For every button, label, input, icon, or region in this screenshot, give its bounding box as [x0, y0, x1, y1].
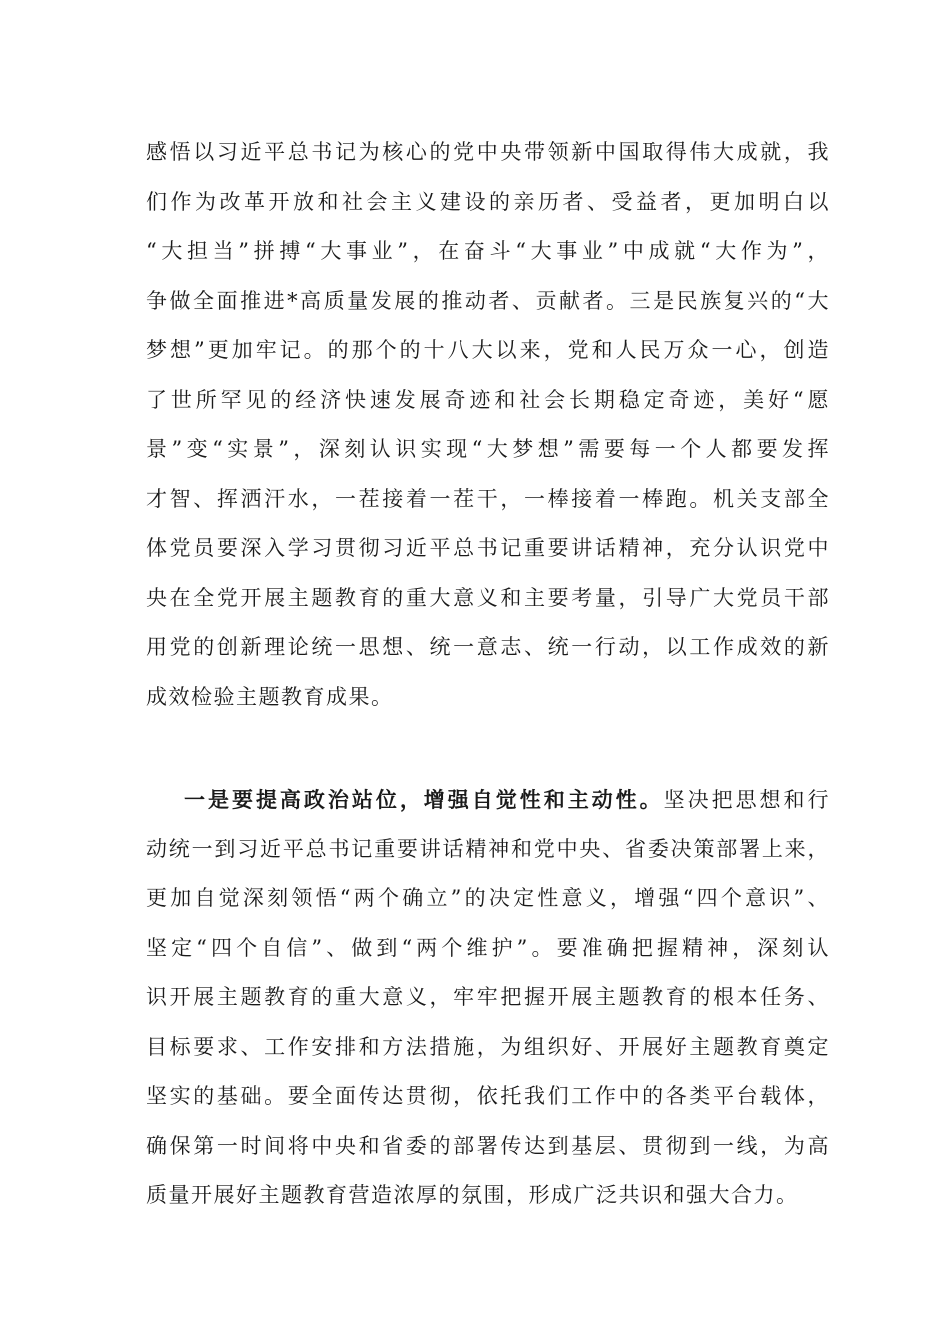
- text-line: 梦想”更加牢记。的那个的十八大以来，党和人民万众一心，创造: [146, 338, 830, 362]
- text-line: 用党的创新理论统一思想、统一意志、统一行动，以工作成效的新: [146, 635, 830, 659]
- text-line: 们作为改革开放和社会主义建设的亲历者、受益者，更加明白以: [146, 189, 830, 214]
- text-line: 确保第一时间将中央和省委的部署传达到基层、贯彻到一线，为高: [146, 1133, 830, 1158]
- text-line: 体党员要深入学习贯彻习近平总书记重要讲话精神，充分认识党中: [146, 536, 830, 560]
- heading-continuation: 坚决把思想和行: [663, 788, 831, 812]
- text-line: 质量开展好主题教育营造浓厚的氛围，形成广泛共识和强大合力。: [146, 1183, 799, 1207]
- section-heading: 一是要提高政治站位，增强自觉性和主动性。: [184, 787, 664, 812]
- text-line: “大担当”拼搏“大事业”，在奋斗“大事业”中成就“大作为”，: [146, 239, 830, 263]
- text-line: 更加自觉深刻领悟“两个确立”的决定性意义，增强“四个意识”、: [146, 886, 830, 910]
- text-line: 景”变“实景”，深刻认识实现“大梦想”需要每一个人都要发挥: [146, 437, 830, 461]
- text-line: 央在全党开展主题教育的重大意义和主要考量，引导广大党员干部: [146, 585, 830, 610]
- body-paragraph-1: [146, 128, 830, 722]
- text-line: 感悟以习近平总书记为核心的党中央带领新中国取得伟大成就，我: [146, 140, 830, 164]
- text-line: 成效检验主题教育成果。: [146, 684, 394, 709]
- text-line: 坚定“四个自信”、做到“两个维护”。要准确把握精神，深刻认: [146, 935, 830, 960]
- text-line: 动统一到习近平总书记重要讲话精神和党中央、省委决策部署上来，: [146, 836, 830, 861]
- text-line: 坚实的基础。要全面传达贯彻，依托我们工作中的各类平台载体，: [146, 1084, 830, 1108]
- body-paragraph-2: [146, 775, 830, 1221]
- text-line: 识开展主题教育的重大意义，牢牢把握开展主题教育的根本任务、: [146, 985, 830, 1009]
- text-line: 目标要求、工作安排和方法措施，为组织好、开展好主题教育奠定: [146, 1034, 830, 1059]
- text-line: 才智、挥洒汗水，一茬接着一茬干，一棒接着一棒跑。机关支部全: [146, 486, 830, 511]
- text-line-first: [146, 775, 830, 825]
- text-line: 了世所罕见的经济快速发展奇迹和社会长期稳定奇迹，美好“愿: [146, 387, 830, 412]
- text-line: 争做全面推进*高质量发展的推动者、贡献者。三是民族复兴的“大: [146, 288, 830, 313]
